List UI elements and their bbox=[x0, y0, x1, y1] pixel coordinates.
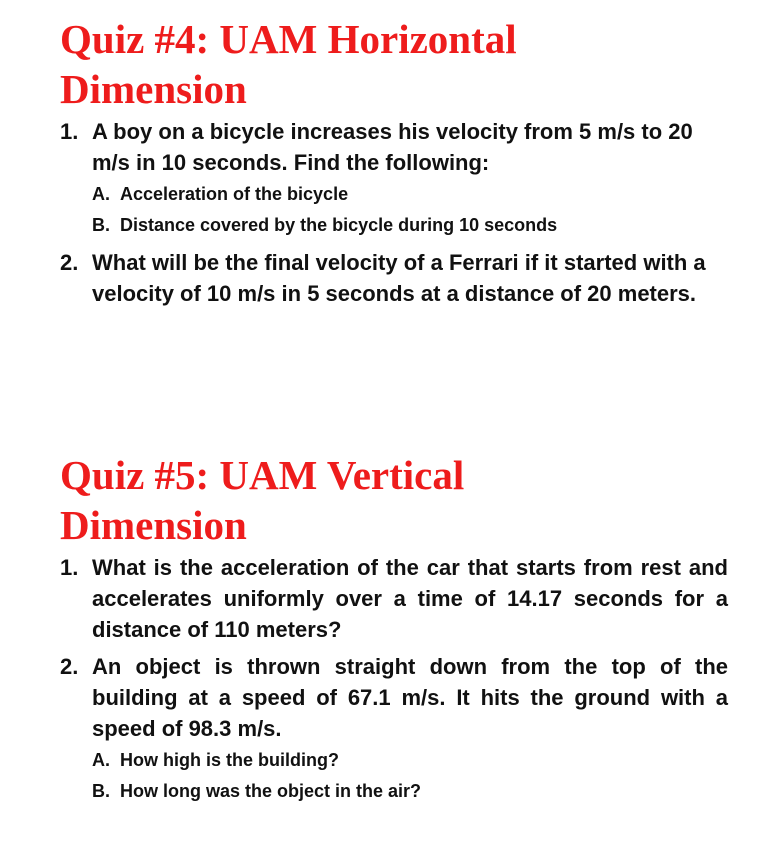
quiz-4-question-list bbox=[60, 116, 728, 309]
question-number: 2. bbox=[60, 654, 79, 679]
question-number: 2. bbox=[60, 250, 79, 275]
quiz-5-question-2 bbox=[60, 651, 728, 807]
quiz-5-title-line-1: Quiz #5: UAM Vertical bbox=[60, 452, 465, 498]
quiz-5-title bbox=[60, 450, 728, 550]
quiz-4-section bbox=[60, 14, 728, 315]
question-text: An object is thrown straight down from the top of the building at a speed of 67.1 m/s. It hits the ground with a speed of 98.3 m/s. bbox=[92, 654, 728, 741]
quiz-4-title-line-2: Dimension bbox=[60, 66, 247, 112]
quiz-5-title-line-2: Dimension bbox=[60, 502, 247, 548]
subquestion-text: Distance covered by the bicycle during 10 seconds bbox=[120, 215, 558, 235]
subquestion-a bbox=[92, 745, 728, 776]
subquestion-letter: A. bbox=[92, 184, 110, 204]
subquestion-text: How high is the building? bbox=[120, 750, 339, 770]
quiz-5-section bbox=[60, 450, 728, 813]
quiz-4-title-line-1: Quiz #4: UAM Horizontal bbox=[60, 16, 517, 62]
subquestion-text: How long was the object in the air? bbox=[120, 781, 422, 801]
subquestion-b bbox=[92, 776, 728, 807]
subquestion-letter: B. bbox=[92, 215, 110, 235]
quiz-5-question-2-subquestions bbox=[92, 745, 728, 807]
subquestion-letter: A. bbox=[92, 750, 110, 770]
question-text: What is the acceleration of the car that starts from rest and accelerates uniformly over a time of 14.17 seconds for a distance of 110 meters? bbox=[92, 555, 728, 642]
quiz-4-question-1 bbox=[60, 116, 728, 241]
subquestion-text: Acceleration of the bicycle bbox=[120, 184, 349, 204]
quiz-5-question-list bbox=[60, 552, 728, 807]
subquestion-b bbox=[92, 210, 728, 241]
quiz-5-question-1 bbox=[60, 552, 728, 645]
subquestion-letter: B. bbox=[92, 781, 110, 801]
quiz-4-question-1-subquestions bbox=[92, 179, 728, 241]
subquestion-a bbox=[92, 179, 728, 210]
quiz-4-title bbox=[60, 14, 728, 114]
question-number: 1. bbox=[60, 555, 79, 580]
question-text: A boy on a bicycle increases his velocity from 5 m/s to 20 m/s in 10 seconds. Find the following: bbox=[92, 119, 693, 175]
question-number: 1. bbox=[60, 119, 79, 144]
question-text: What will be the final velocity of a Ferrari if it started with a velocity of 10 m/s in 5 seconds at a distance of 20 meters. bbox=[92, 250, 706, 306]
quiz-4-question-2 bbox=[60, 247, 728, 309]
